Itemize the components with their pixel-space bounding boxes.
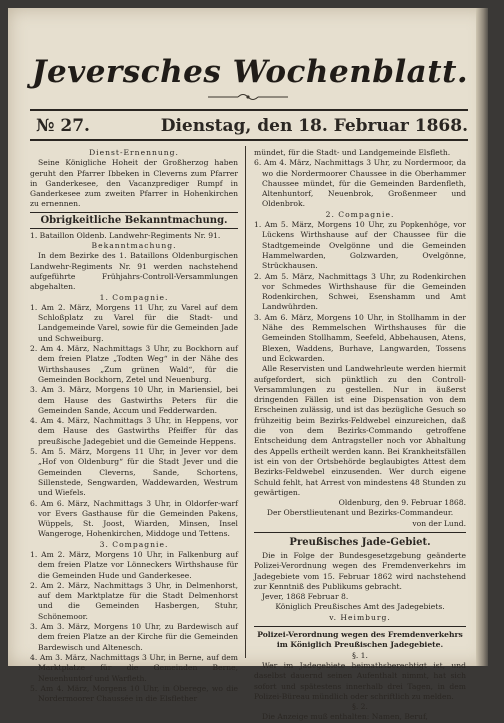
- preuss-name: v. Heimburg.: [329, 612, 391, 622]
- obrig-heading: Obrigkeitliche Bekanntmachung.: [30, 212, 238, 229]
- kompanie3-heading: 3. Compagnie.: [99, 539, 169, 549]
- preuss-heading: Preußisches Jade-Gebiet.: [289, 536, 431, 548]
- list-item: 1. Am 5. März, Morgens 10 Uhr, zu Popkenhöge, vor Lückens Wirthshause auf der Chaussee für die Stadtgemeinde Ovelgönne und die Gemeinden Hammelwarden, Golzwarden, Ovelgönne, Strückhausen.: [254, 220, 466, 271]
- preuss-date: Jever, 1868 Februar 8.: [262, 592, 349, 602]
- list-item: 3. Am 3. März, Morgens 10 Uhr, zu Bardewisch auf dem freien Platze an der Kirche für die Gemeinden Bardewisch und Altenesch.: [30, 622, 238, 652]
- signoff-title: Der Oberstlieutenant und Bezirks-Commandeur.: [266, 508, 454, 518]
- para1-text: Wer im Jadegebiete heimathsberechtigt ist, und daselbst dauernd seinen Aufenthalt nimmt, hat sich sofort und spätestens innerhalb drei Tagen, in dem Polizei-Büreau mündlich oder schriftlich zu melden.: [254, 660, 466, 701]
- list-item: 3. Am 6. März, Morgens 10 Uhr, in Stollhamm in der Nähe des Remmelschen Wirthshauses für die Gemeinden Stollhamm, Seefeld, Abbehausen, Atens, Blexen, Waddens, Burhave, Langwarden, Tossens und Eckwarden.: [254, 312, 466, 363]
- kompanie2-heading: 2. Compagnie.: [325, 209, 395, 219]
- polizei-title: Polizei-Verordnung wegen des Fremdenverkehrs im Königlich Preußischen Jadegebiete.: [257, 630, 463, 650]
- list-item: 3. Am 3. März, Morgens 10 Uhr, in Mariensiel, bei dem Hause des Gastwirths Peters für die Gemeinden Sande, Accum und Fedderwarden.: [30, 385, 238, 415]
- kompanie1-heading: 1. Compagnie.: [99, 292, 169, 302]
- para2-heading: §. 2.: [352, 702, 368, 712]
- closing-text: Alle Reservisten und Landwehrleute werden hiermit aufgefordert, sich pünktlich zu den Controll-Versammlungen zu gestellen. Nur in äußerst dringenden Fällen ist eine Dispensation von dem Erscheinen zulässig, und ist das bezügliche Gesuch so frühzeitig beim Bezirks-Feldwebel einzureichen, daß die von dem Bezirks-Commando getroffene Entscheidung dem Antragsteller noch vor Abhaltung des Appells ertheilt werden kann. Bei Krankheitsfällen ist ein von der Ortsbehörde beglaubigtes Attest dem Bezirks-Feldwebel einzusenden. Wer durch eigene Schuld fehlt, hat Arrest von mindestens 48 Stunden zu gewärtigen.: [254, 364, 466, 497]
- para2-text: Die Anzeige muß enthalten: Namen, Beruf,: [262, 712, 428, 722]
- preuss-text: Die in Folge der Bundesgesetzgebung geänderte Polizei-Verordnung wegen des Fremdenverkehrs im Jadegebiete vom 15. Februar 1862 wird nachstehend zur Kenntniß des Publikums gebracht.: [254, 550, 466, 591]
- list-item: 1. Am 2. März, Morgens 11 Uhr, zu Varel auf dem Schloßplatz zu Varel für die Stadt- und Landgemeinde Varel, sowie für die Gemeinden Jade und Schweiburg.: [30, 302, 238, 343]
- signoff-date: Oldenburg, den 9. Februar 1868.: [338, 498, 466, 508]
- list-item: 4. Am 4. März, Nachmittags 3 Uhr, in Heppens, vor dem Hause des Gastwirths Pfeiffer für das preußische Jadegebiet und die Gemeinde Heppens.: [30, 416, 238, 446]
- list-item: 5. Am 5. März, Morgens 11 Uhr, in Jever vor dem „Hof von Oldenburg“ für die Stadt Jever und die Gemeinden Cleverns, Sande, Schortens, Sillenstede, Sengwarden, Waddewarden, Westrum und Wiefels.: [30, 447, 238, 498]
- para1-heading: §. 1.: [352, 650, 368, 660]
- list-item: 1. Am 2. März, Morgens 10 Uhr, in Falkenburg auf dem freien Platze vor Lönneckers Wirthshause für die Gemeinden Hude und Ganderkesee.: [30, 549, 238, 580]
- signoff-name: von der Lund.: [412, 518, 466, 528]
- list-item: 5. Am 4. März, Morgens 10 Uhr, in Oberege, wo die Nordermoorer Chaussée in die Elsflether: [30, 683, 238, 704]
- section-rule: [254, 626, 466, 627]
- section-rule: [254, 532, 466, 533]
- list-item: 4. Am 3. März, Nachmittags 3 Uhr, in Berne, auf dem Marktplatze für die Gemeinden Berne, Neuenhuntorf und Warfleth.: [30, 652, 238, 683]
- issue-date: Dienstag, den 18. Februar 1868.: [160, 116, 468, 136]
- preuss-amt: Königlich Preußisches Amt des Jadegebiets.: [275, 602, 445, 612]
- intro-text: In dem Bezirke des 1. Bataillons Oldenburgischen Landwehr-Regiments Nr. 91 werden nachstehend aufgeführte Frühjahrs-Controll-Versammlungen abgehalten.: [30, 251, 238, 292]
- newspaper-page: [8, 8, 488, 722]
- binding-edge: [476, 8, 488, 666]
- header-rule: [30, 139, 468, 141]
- bekanntmachung-heading: Bekanntmachung.: [91, 241, 177, 251]
- list-item: 2. Am 4. März, Nachmittags 3 Uhr, zu Bockhorn auf dem freien Platze „Todten Weg“ in der Nähe des Wirthshauses „Zum grünen Wald“, für die Gemeinden Bockhorn, Zetel und Neuenburg.: [30, 344, 238, 384]
- left-column: [30, 148, 238, 704]
- issue-line: [36, 116, 468, 136]
- issue-number: № 27.: [36, 116, 90, 136]
- list-item: 2. Am 2. März, Nachmittags 3 Uhr, in Delmenhorst, auf dem Marktplatze für die Stadt Delmenhorst und die Gemeinden Hasbergen, Stuhr, Schönemoor.: [30, 580, 238, 621]
- top-rule: [30, 109, 468, 111]
- dienst-heading: Dienst-Ernennung.: [89, 148, 179, 157]
- right-column: [254, 148, 466, 723]
- list-item: 6. Am 4. März, Nachmittags 3 Uhr, zu Nordermoor, da wo die Nordermoorer Chaussee in die Oberhammer Chaussee mündet, für die Gemeinden Bardenfleth, Altenhuntorf, Neuenbrok, Großenmeer und Oldenbrok.: [254, 158, 466, 209]
- masthead-title: Jeversches Wochenblatt.: [31, 54, 469, 90]
- list-item: 2. Am 5. März, Nachmittags 3 Uhr, zu Rodenkirchen vor Schmedes Wirthshause für die Gemeinden Rodenkirchen, Schwei, Esenshamm und Amt Landwührden.: [254, 271, 466, 312]
- list-item: 6. Am 6. März, Nachmittags 3 Uhr, in Oldorfer-warf vor Evers Gasthause für die Gemeinden Pakens, Wüppels, St. Joost, Wiarden, Minsen, Insel Wangeroge, Hohenkirchen, Middoge und Tettens.: [30, 498, 238, 539]
- column-divider: [245, 146, 246, 658]
- masthead-ornament: [203, 92, 293, 102]
- bataillon-line: 1. Bataillon Oldenb. Landwehr-Regiments Nr. 91.: [30, 230, 221, 240]
- continued-text: mündet, für die Stadt- und Landgemeinde Elsfleth.: [254, 148, 451, 157]
- dienst-text: Seine Königliche Hoheit der Großherzog haben geruht den Pfarrer Ibbeken in Cleverns zum Pfarrer in Ganderkesee, den Vacanzprediger Rumpf in Ganderkesee zum zweiten Pfarrer in Hohenkirchen zu ernennen.: [30, 158, 238, 209]
